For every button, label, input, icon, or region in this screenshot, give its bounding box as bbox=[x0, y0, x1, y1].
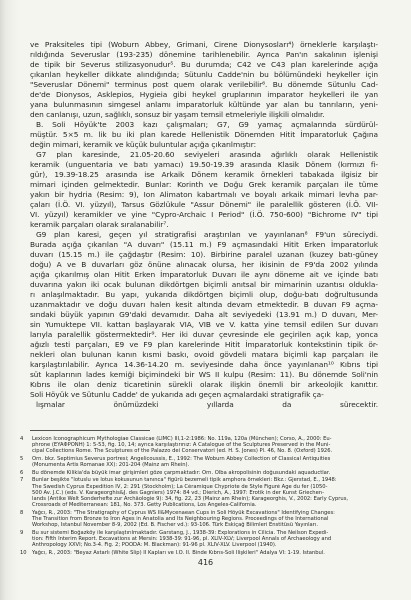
footnote bbox=[20, 436, 382, 455]
footnote bbox=[20, 510, 382, 529]
body-line: Burada açığa çıkarılan "A duvarı" (15.11 m.) F9 açmasındaki Hitit Erken İmparatorluk bbox=[30, 240, 378, 249]
footnote-line: phrone (EYAΦPONH) 1: 5-53, fig. 10, 14; ayrıca karşılaştırınız: A Catalogue of the Sculptures Preserved in the Muni- bbox=[32, 442, 331, 449]
body-line: doğu) A ve B duvarları göz önüne alınacak olursa, her ikisinin de F9'da 2002 yılında bbox=[30, 260, 378, 269]
footnote-line: Bunlar beşikte "lotuslu ve lotus kokusunun tanınca" figürü bezemeli tipik amphora örnekleri: Bkz.: Gjerstad, E., 1948: bbox=[32, 477, 337, 484]
footnote-line: The Transition from Bronze to Iron Ages in Anatolia and Its Neighbouring Regions. Proceedings of the International bbox=[32, 516, 329, 522]
body-line: "Severuslar Dönemi" terminus post quem olarak verilebilir⁶. Bu dönemde Sütunlu Cad- bbox=[30, 80, 378, 89]
body-line: ve Praksiteles tipi (Woburn Abbey, Grimani, Cirene Dionysosları⁴) örneklerle karşılaştı- bbox=[30, 40, 378, 49]
footnote-number: 7 bbox=[20, 477, 24, 484]
body-line: rı anlaşılmaktadır. Bu yapı, yukarıda dikdörtgen biçimli olup, doğu-batı doğrultusunda bbox=[30, 290, 378, 299]
footnote-text bbox=[32, 477, 382, 508]
body-line: keramik (unguentaria ve batı yamacı) 19.50-19.39 arasında Klasik Dönem (kırmızı fi- bbox=[30, 160, 378, 169]
body-line: den canlanışı, uzun, sağlıklı, sonsuz bir yaşam temsil etmeleriyle ilişkili olmalıdır. bbox=[30, 110, 325, 119]
body-line: süt kaplarının lades kemiği biçimindeki bir WS II kulpu (Resim: 11). Bu dönemde Soli'nin bbox=[30, 370, 378, 379]
body-line: değin mimari, keramik ve küçük buluntular açığa çıkarılmıştır: bbox=[30, 140, 257, 149]
body-line: uzanmaktadır ve doğu duvarı halen kesit altında devam etmektedir. B duvarı F9 açma- bbox=[30, 300, 378, 309]
body-line: müştür. 5×5 m. lik bu iki plan karede Hellenistik Dönemden Hitit İmparatorluk Çağına bbox=[30, 130, 378, 139]
body-line: çaları (İ.Ö. VI. yüzyıl), Tarsus Gözlükule "Assur Dönemi" ile paralellik gösteren (İ.Ö. VII- bbox=[30, 200, 378, 209]
footnote bbox=[20, 470, 382, 476]
body-line: Kıbrıs ile olan deniz ticaretinin sürekli olarak ilişkin önemli bir arkeolojik kanıttır. bbox=[30, 380, 378, 389]
footnote-line: Crossroads of Mediterranean: 181, No. 373. Getty Publications, Los Angeles-California. bbox=[32, 502, 257, 509]
footnote-line: Workshop, İstanbul November 8-9, 2002 (Ed. B. Fischer vd.): 93-106. Türk Eskiçağ Bilimleri Enstitüsü Yayınları. bbox=[32, 522, 318, 529]
footnote-number: 5 bbox=[20, 456, 24, 462]
body-line: karşılaştırılabilir. Ayrıca 14.36-14.20 m. seviyesinde daha önce yayınlanan¹⁰ Kıbrıs tipi bbox=[30, 360, 378, 369]
body-line: mimari içinden gelmektedir. Bunlar: Korinth ve Doğu Grek keramik parçaları ile tüme bbox=[30, 180, 378, 189]
footnote-separator bbox=[30, 430, 150, 431]
footnote-line: tion: Fifth Interim Report. Excavations at Mersin: 1938-39: 91-96, pl. XLIV-XLV; Liverpool Annals of Archaeology and bbox=[32, 536, 332, 542]
body-line: rıldığında Severuslar (193-235) dönemine tarihlenebilir. Ayrıca Pan'ın sakalının işlenişi bbox=[30, 50, 378, 59]
body-line: Soli Höyük ve Sütunlu Cadde' de yukarıda adı geçen açmalardaki stratigrafik ça- bbox=[30, 390, 324, 399]
footnote-line: Bu dönemde Kilikia'da büyük imar girişimleri göze çarpmaktadır: Örn. Olba akropolisinin doğusundaki aquaductlar. bbox=[32, 469, 331, 476]
footnote-line: Yağcı, R., 2003: "The Stratigraphy of Cyprus WS II&Mycenaean Cups in Soli Höyük Excavations" Identifying Changes: bbox=[32, 509, 335, 516]
footnote-line: Lexicon Iconographicum Mythologiae Classicae (LIMC) III,1-2:1986: No. 119a, 120a (München); Corso, A., 2000: Eu- bbox=[32, 436, 332, 442]
body-line: G7 plan karesinde, 21.05-20.60 seviyeleri arasında ağırlıklı olarak Hellenistik bbox=[36, 150, 378, 159]
body-line: ağızlı testi parçaları, E9 ve F9 plan karelerinde Hitit İmparatorluk kontekstinin tipik ör- bbox=[30, 340, 378, 349]
footnote bbox=[20, 456, 382, 468]
body-line: açığa çıkarılmış olan Hitit Erken İmparatorluk Duvarı ile aynı döneme ait ve içinde batı bbox=[30, 270, 378, 279]
footnote bbox=[20, 477, 382, 508]
footnote-text bbox=[32, 530, 382, 549]
body-line: B. Soli Höyük'te 2003 kazı çalışmaları; G7, G9 yamaç açmalarında sürdürül- bbox=[36, 120, 378, 129]
footnote-text bbox=[32, 510, 382, 529]
footnote-text bbox=[32, 456, 382, 468]
body-line: G9 plan karesi, geçen yıl stratigrafisi araştırılan ve yayınlanan⁸ F9'un süreciydi. bbox=[36, 230, 378, 239]
footnote-number: 8 bbox=[20, 509, 24, 516]
body-line: yana bulunmasının simgesel anlamı imparatorluk kültünde yar alan bu tanrıların, yeni- bbox=[30, 100, 378, 109]
footnote-line: Anthropology XXVI; No.3-4. Fig. 2; POODA: M. Blackman): 91-96 pl. XLIV-XLV. Liverpool (1940). bbox=[32, 542, 277, 549]
body-line: yakın bir hydria (Resim: 9), Ion Alimaton kabartmalı ve boyalı arkaik mimari levha par- bbox=[30, 190, 378, 199]
body-text bbox=[30, 40, 378, 410]
footnote-text bbox=[32, 470, 382, 476]
body-line: lışmalar önümüzdeki yıllarda da sürecektir. bbox=[36, 400, 378, 409]
footnote-line: cipal Collections Rome. The Sculptures of the Palazzo dei Conservatori (ed. H. S. Jones) Pl. 46, No. 8. (Oxford) 1926. bbox=[32, 448, 333, 455]
footnote bbox=[20, 550, 382, 556]
footnotes bbox=[20, 436, 382, 557]
body-line: VI. yüzyıl) keramikler ve yine "Cypro-Archaic I Period" (İ.Ö. 750-600) "Bichrome IV" tipi bbox=[30, 210, 378, 219]
body-line: gür), 19.39-18.25 arasında ise Arkaik Dönem keramik örnekleri tabakada ilgisiz bir bbox=[30, 170, 378, 179]
footnote-line: Örn. bkz. Septimius Severus portresi; Angelicoussis, E., 1992: The Woburn Abbey Collection of Classical Antiquities bbox=[32, 456, 331, 462]
page-number: 416 bbox=[197, 558, 214, 567]
footnote-line: The Swedish Cyprus Expedition IV, 2: 291 (Stockholm); La Céramique Chypriote de Style Figuré Age du fer (1050- bbox=[32, 483, 328, 490]
footnote-line: lands (Antike Welt Sonderhefte zur Archäologie 9): 34, fig. 22, 23 (Mainz am Rhein); Karageorghis, V., 2002: Early Cyprus, bbox=[32, 496, 349, 502]
body-line: de'de Dionysos, Asklepios, Hygieia gibi heykel gruplarının imparator heykelleri ile yan bbox=[30, 90, 378, 99]
body-line: nekleri olan bulunan kanın kısmi baskı, ovoid gövdeli matara biçimli kap parçaları ile bbox=[30, 350, 378, 359]
body-line: duvarı (15.15 m.) ile çağdaştır (Resim: 10). Birbirine paralel uzanan (kuzey batı-güney bbox=[30, 250, 378, 259]
footnote-line: Yağcı, R., 2003: "Beyaz Astarlı (White Slip) II Kapları ve İ.Ö. II. Binde Kıbrıs-Soli İlişkileri" Adalya VI: 1-19. İstanbul. bbox=[32, 549, 325, 556]
footnote-line: Bu sur sistemi Boğazköy ile karşılaştırılmaktadır. Garstang, J., 1938-39: Explorations in Cilicia. The Neilson Expedi- bbox=[32, 529, 329, 536]
body-line: sin Yumuktepe VII. kattan başlayarak VIA, VIB ve V. katta yine temsil edilen Sur duvarı bbox=[30, 320, 378, 329]
body-line: keramik parçaları olarak sıralanabilir⁷. bbox=[30, 220, 169, 229]
body-line: çıkarılan heykeller dikkate alındığında; Sütunlu Cadde'nin bu bölümündeki heykeller için bbox=[30, 70, 378, 79]
body-line: duvarına yakın iki ocak bulunan dikdörtgen biçimli anıtsal bir mimarinin uzantısı oldukla- bbox=[30, 280, 378, 289]
footnote-line: 500 Av. J.C.) (eds. V. Karageorghis&J. des Gagniers) 1974: 84 vd.; Dierich, A., 1997: Erotik in der Kunst Griechen- bbox=[32, 489, 324, 496]
footnote-text bbox=[32, 550, 382, 556]
body-line: larıyla paralellik göstermektedir⁹. Her iki duvar çevresinde ele geçirilen açık kap, yonca bbox=[30, 330, 378, 339]
body-line: de tipik bir Severus stilizasyonudur⁵. Bu durumda; C42 ve C43 plan karelerinde açığa bbox=[30, 60, 378, 69]
footnote bbox=[20, 530, 382, 549]
footnote-number: 6 bbox=[20, 469, 24, 476]
footnote-text bbox=[32, 436, 382, 455]
body-line: sındaki büyük yapının G9'daki devamıdır. Daha alt seviyedeki (13.91 m.) D duvarı, Mer- bbox=[30, 310, 378, 319]
footnote-number: 4 bbox=[20, 436, 24, 442]
footnote-line: (Monumenta Artis Romanae XX): 201-204 (Mainz am Rhein). bbox=[32, 462, 190, 469]
footnote-number: 10 bbox=[20, 549, 27, 556]
footnote-number: 9 bbox=[20, 529, 24, 536]
